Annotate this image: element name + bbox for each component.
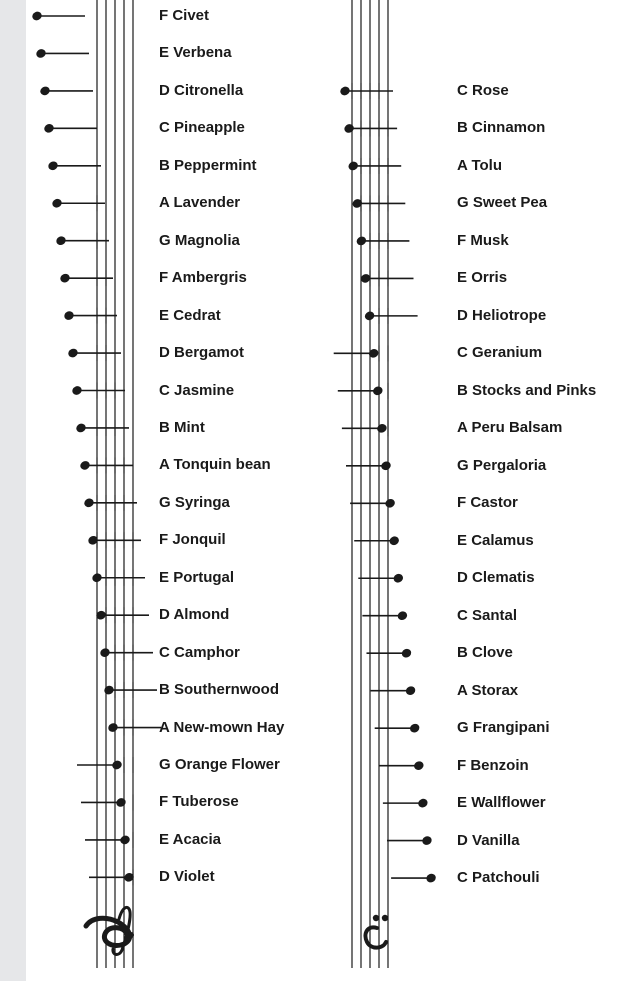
note-label — [457, 157, 502, 175]
note-mark — [81, 794, 133, 810]
note-label — [457, 119, 545, 137]
note-head — [421, 835, 433, 847]
note-label — [457, 794, 546, 812]
note-letter: B — [457, 119, 468, 137]
note-letter: F — [159, 793, 169, 811]
note-label — [159, 382, 234, 400]
note-head — [409, 722, 421, 734]
note-label — [457, 457, 546, 475]
note-label — [457, 494, 518, 512]
note-head — [404, 685, 416, 697]
note-head — [363, 310, 375, 322]
note-mark — [338, 383, 388, 399]
note-mark — [91, 570, 145, 586]
note-letter: E — [159, 306, 170, 324]
odour-name: Heliotrope — [472, 306, 547, 324]
note-head — [103, 684, 115, 696]
note-head — [425, 872, 437, 884]
odour-name: Pineapple — [174, 119, 245, 137]
note-letter: C — [457, 82, 468, 99]
note-head — [339, 85, 351, 97]
note-mark — [89, 869, 135, 885]
note-label — [457, 719, 550, 737]
note-letter: A — [159, 718, 170, 736]
note-mark — [85, 832, 133, 848]
note-head — [396, 610, 408, 622]
odour-name: Peru Balsam — [471, 419, 563, 437]
note-head — [115, 797, 127, 809]
note-head — [71, 385, 83, 397]
note-label — [159, 82, 243, 100]
note-mark — [367, 647, 413, 659]
note-mark — [347, 158, 401, 174]
odour-name: Tonquin bean — [173, 456, 271, 474]
note-head — [39, 85, 51, 97]
note-letter: B — [457, 381, 468, 399]
note-letter: G — [457, 719, 469, 737]
odour-name: Verbena — [173, 44, 232, 62]
note-label — [159, 344, 244, 362]
note-label — [159, 793, 239, 811]
note-mark — [363, 308, 417, 324]
note-head — [99, 647, 111, 659]
odour-name: Musk — [470, 231, 509, 249]
note-head — [388, 535, 400, 547]
note-mark — [387, 835, 433, 847]
note-letter: G — [159, 756, 171, 773]
note-label — [159, 194, 240, 212]
note-mark — [350, 497, 396, 509]
note-label — [457, 644, 513, 662]
note-head — [413, 760, 425, 772]
odour-name: Storax — [471, 681, 519, 699]
note-mark — [103, 682, 157, 698]
note-letter: E — [457, 794, 468, 812]
note-letter: D — [159, 344, 170, 362]
odour-name: Jasmine — [174, 381, 235, 399]
note-letter: D — [159, 606, 170, 624]
note-head — [47, 160, 59, 172]
note-head — [107, 722, 119, 734]
note-mark — [371, 685, 417, 697]
note-letter: A — [457, 156, 468, 174]
note-mark — [47, 160, 101, 172]
note-label — [159, 681, 279, 699]
odour-name: Civet — [172, 7, 210, 24]
note-mark — [375, 722, 421, 734]
odour-name: Orange Flower — [174, 756, 280, 773]
note-mark — [67, 345, 121, 361]
odour-name: Lavender — [173, 194, 241, 212]
odour-name: New-mown Hay — [173, 718, 285, 736]
note-letter: B — [159, 418, 170, 436]
odour-name: Calamus — [471, 531, 534, 549]
treble-staff — [97, 0, 133, 968]
note-letter: E — [159, 568, 170, 586]
note-letter: A — [159, 456, 170, 474]
odour-name: Clematis — [472, 569, 535, 587]
odour-name: Acacia — [172, 830, 222, 848]
odour-name: Geranium — [472, 344, 543, 362]
note-label — [457, 832, 520, 850]
odour-name: Almond — [173, 606, 230, 624]
odour-name: Patchouli — [472, 869, 540, 887]
note-mark — [383, 797, 429, 809]
note-letter: C — [457, 869, 468, 887]
odour-name: Tuberose — [172, 793, 239, 811]
odour-name: Bergamot — [174, 344, 245, 362]
note-label — [457, 532, 534, 550]
treble-clef-icon — [86, 907, 134, 954]
note-letter: C — [159, 643, 170, 661]
note-label — [457, 307, 546, 325]
note-label — [159, 232, 240, 250]
note-label — [457, 82, 509, 100]
bass-clef-icon — [365, 915, 388, 948]
note-label — [457, 344, 542, 362]
note-letter: G — [159, 493, 171, 511]
note-label — [159, 307, 221, 325]
note-mark — [63, 308, 117, 324]
note-mark — [362, 610, 408, 622]
note-mark — [355, 233, 409, 249]
note-mark — [87, 532, 141, 548]
note-letter: B — [159, 681, 170, 699]
odour-name: Sweet Pea — [472, 194, 548, 212]
note-label — [159, 157, 257, 175]
note-label — [457, 682, 518, 700]
note-letter: C — [457, 606, 468, 624]
note-head — [392, 572, 404, 584]
note-mark — [59, 270, 113, 286]
note-letter: G — [457, 456, 469, 474]
note-letter: G — [159, 231, 171, 249]
note-letter: A — [457, 681, 468, 699]
note-head — [400, 647, 412, 659]
note-letter: F — [457, 231, 467, 249]
note-head — [75, 422, 87, 434]
note-label — [457, 194, 547, 212]
note-letter: A — [457, 419, 468, 437]
odour-name: Violet — [174, 868, 215, 886]
note-mark — [75, 420, 129, 436]
note-mark — [351, 195, 405, 211]
note-label — [159, 606, 229, 624]
odour-name: Ambergris — [171, 269, 247, 287]
note-label — [159, 44, 232, 62]
odour-name: Wallflower — [471, 794, 546, 812]
note-label — [457, 757, 529, 775]
note-head — [67, 347, 79, 359]
note-label — [159, 531, 226, 549]
note-mark — [346, 460, 392, 472]
note-head — [380, 460, 392, 472]
odour-name: Clove — [472, 644, 513, 662]
note-head — [355, 235, 367, 247]
note-label — [159, 494, 230, 512]
note-mark — [71, 383, 125, 399]
note-label — [159, 569, 234, 587]
note-label — [457, 232, 509, 250]
note-head — [83, 497, 95, 509]
note-letter: F — [159, 269, 169, 287]
note-label — [159, 719, 284, 737]
note-letter: D — [457, 569, 468, 587]
note-mark — [99, 645, 153, 661]
note-head — [59, 272, 71, 284]
note-mark — [43, 123, 97, 135]
note-label — [457, 607, 517, 625]
note-head — [372, 385, 384, 397]
odour-name: Cinnamon — [472, 119, 546, 137]
note-letter: D — [457, 306, 468, 324]
note-head — [417, 797, 429, 809]
note-mark — [31, 10, 85, 22]
note-letter: E — [457, 531, 468, 549]
note-letter: C — [159, 119, 170, 137]
note-label — [159, 868, 215, 886]
note-head — [79, 460, 91, 472]
note-mark — [359, 270, 413, 286]
odour-name: Camphor — [174, 643, 240, 661]
note-head — [43, 123, 55, 135]
note-head — [51, 197, 63, 209]
odour-name: Rose — [472, 82, 509, 99]
note-mark — [339, 83, 393, 99]
note-mark — [342, 420, 388, 436]
note-label — [159, 831, 221, 849]
note-head — [31, 10, 43, 22]
note-head — [91, 572, 103, 584]
note-mark — [379, 760, 425, 772]
odour-name: Cedrat — [173, 306, 221, 324]
note-label — [159, 269, 247, 287]
note-letter: F — [457, 756, 467, 774]
note-label — [159, 456, 271, 474]
odour-name: Stocks and Pinks — [472, 381, 597, 399]
note-mark — [79, 457, 133, 473]
note-mark — [343, 120, 397, 136]
note-label — [457, 419, 562, 437]
odour-name: Citronella — [174, 81, 244, 99]
odour-name: Peppermint — [174, 156, 257, 174]
note-mark — [83, 495, 137, 511]
note-head — [347, 160, 359, 172]
note-letter: A — [159, 194, 170, 212]
note-label — [457, 269, 507, 287]
odour-name: Santal — [472, 606, 518, 624]
note-label — [159, 419, 205, 437]
note-letter: B — [159, 156, 170, 174]
note-letter: D — [159, 868, 170, 886]
odour-name: Pergaloria — [472, 456, 547, 474]
note-letter: G — [457, 194, 469, 212]
bass-notes — [334, 83, 438, 884]
note-head — [55, 235, 67, 247]
note-letter: E — [457, 269, 468, 287]
odour-name: Jonquil — [172, 531, 226, 549]
note-head — [384, 497, 396, 509]
treble-notes — [31, 10, 161, 885]
odour-name: Portugal — [173, 568, 235, 586]
odour-name: Vanilla — [472, 831, 520, 849]
bass-staff — [352, 0, 388, 968]
note-mark — [95, 607, 149, 623]
note-letter: C — [457, 344, 468, 362]
note-letter: E — [159, 44, 170, 62]
note-mark — [35, 48, 89, 60]
note-label — [159, 756, 280, 774]
note-letter: D — [457, 831, 468, 849]
odour-name: Castor — [470, 494, 518, 512]
note-label — [457, 869, 540, 887]
note-letter: D — [159, 81, 170, 99]
note-mark — [391, 872, 437, 884]
odour-name: Frangipani — [472, 719, 550, 737]
odour-name: Benzoin — [470, 756, 529, 774]
note-head — [376, 422, 388, 434]
odour-name: Syringa — [174, 493, 230, 511]
note-head — [111, 759, 123, 771]
note-head — [119, 834, 131, 846]
note-mark — [55, 233, 109, 249]
note-mark — [358, 572, 404, 584]
note-label — [159, 644, 240, 662]
note-label — [159, 119, 245, 137]
note-head — [35, 48, 47, 60]
note-mark — [51, 195, 105, 211]
note-letter: F — [159, 7, 169, 24]
odour-name: Tolu — [471, 156, 502, 174]
odour-name: Southernwood — [174, 681, 280, 699]
note-label — [457, 569, 535, 587]
note-mark — [39, 85, 93, 97]
odour-name: Magnolia — [174, 231, 240, 249]
note-letter: C — [159, 381, 170, 399]
note-label — [457, 382, 596, 400]
note-label — [159, 7, 209, 25]
note-letter: E — [159, 830, 170, 848]
odour-name: Mint — [174, 418, 205, 436]
note-letter: F — [159, 531, 169, 549]
note-letter: B — [457, 644, 468, 662]
note-letter: F — [457, 494, 467, 512]
note-head — [343, 123, 355, 135]
odour-name: Orris — [471, 269, 508, 287]
note-head — [63, 310, 75, 322]
